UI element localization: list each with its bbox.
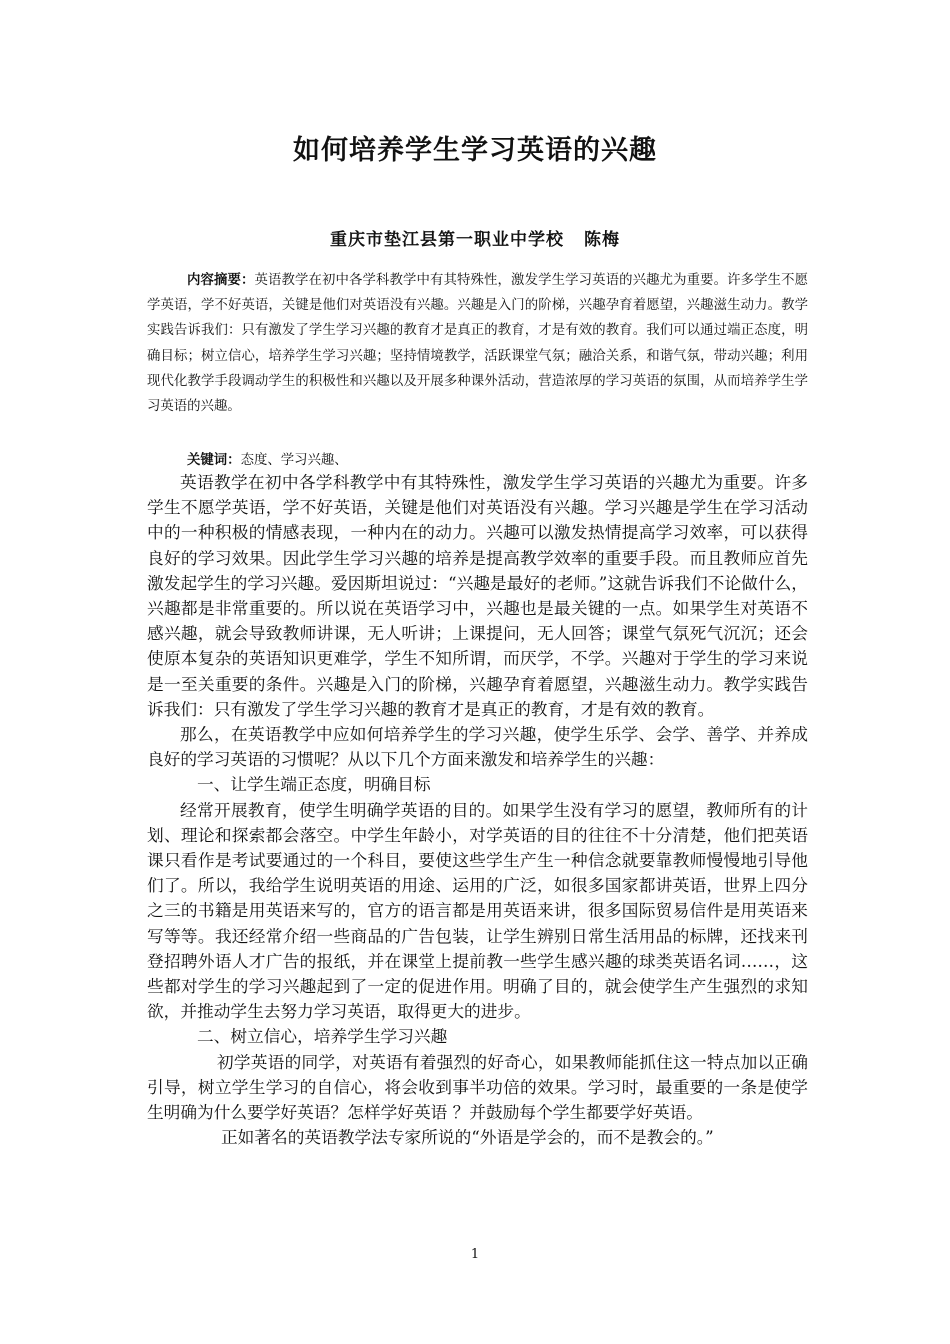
section-heading-1: 一、让学生端正态度，明确目标 bbox=[197, 774, 431, 795]
body-text bbox=[147, 470, 808, 1150]
body-paragraph-2: 那么，在英语教学中应如何培养学生的学习兴趣，使学生乐学、会学、善学、并养成良好的学习英语的习惯呢？从以下几个方面来激发和培养学生的兴趣： bbox=[147, 724, 808, 770]
author-line bbox=[0, 227, 950, 253]
abstract-label: 内容摘要： bbox=[187, 272, 255, 288]
keywords-text: 态度、学习兴趣、 bbox=[240, 453, 348, 468]
keywords-label: 关键词： bbox=[187, 452, 241, 468]
author-school: 重庆市垫江县第一职业中学校 bbox=[330, 230, 564, 250]
body-paragraph-5: 正如著名的英语教学法专家所说的“外语是学会的，而不是教会的。” bbox=[221, 1127, 714, 1148]
page-number: 1 bbox=[470, 1247, 480, 1262]
body-paragraph-4: 初学英语的同学，对英语有着强烈的好奇心，如果教师能抓住这一特点加以正确引导，树立学生学习的自信心，将会收到事半功倍的效果。学习时，最重要的一条是使学生明确为什么要学好英语？怎样学好英语 ？并鼓励每个学生都要学好英语。 bbox=[147, 1051, 808, 1123]
body-paragraph-3: 经常开展教育，使学生明确学英语的目的。如果学生没有学习的愿望，教师所有的计划、理论和探索都会落空。中学生年龄小，对学英语的目的往往不十分清楚，他们把英语课只看作是考试要通过的一个科目，要使这些学生产生一种信念就要靠教师慢慢地引导他们了。所以，我给学生说明英语的用途、运用的广泛，如很多国家都讲英语，世界上四分之三的书籍是用英语来写的，官方的语言都是用英语来讲，很多国际贸易信件是用英语来写等等。我还经常介绍一些商品的广告包装，让学生辨别日常生活用品的标牌，还找来刊登招聘外语人才广告的报纸，并在课堂上提前教一些学生感兴趣的球类英语名词……，这些都对学生的学习兴趣起到了一定的促进作用。明确了目的，就会使学生产生强烈的求知欲，并推动学生去努力学习英语，取得更大的进步。 bbox=[147, 799, 808, 1022]
section-heading-2: 二、树立信心，培养学生学习兴趣 bbox=[197, 1026, 448, 1047]
document-title: 如何培养学生学习英语的兴趣 bbox=[293, 135, 657, 166]
body-paragraph-1: 英语教学在初中各学科教学中有其特殊性，激发学生学习英语的兴趣尤为重要。许多学生不愿学英语，学不好英语，关键是他们对英语没有兴趣。学习兴趣是学生在学习活动中的一种积极的情感表现，一种内在的动力。兴趣可以激发热情提高学习效率，可以获得良好的学习效果。因此学生学习兴趣的培养是提高教学效率的重要手段。而且教师应首先激发起学生的学习兴趣。爱因斯坦说过：“兴趣是最好的老师。”这就告诉我们不论做什么，兴趣都是非常重要的。所以说在英语学习中，兴趣也是最关键的一点。如果学生对英语不感兴趣，就会导致教师讲课，无人听讲；上课提问，无人回答；课堂气氛死气沉沉；还会使原本复杂的英语知识更难学，学生不知所谓，而厌学，不学。兴趣对于学生的学习来说是一至关重要的条件。兴趣是入门的阶梯，兴趣孕育着愿望，兴趣滋生动力。教学实践告诉我们：只有激发了学生学习兴趣的教育才是真正的教育，才是有效的教育。 bbox=[147, 472, 808, 719]
author-name: 陈梅 bbox=[584, 230, 620, 250]
abstract-paragraph bbox=[147, 268, 808, 419]
abstract bbox=[147, 268, 808, 419]
abstract-text: 英语教学在初中各学科教学中有其特殊性，激发学生学习英语的兴趣尤为重要。许多学生不愿学英语，学不好英语，关键是他们对英语没有兴趣。兴趣是入门的阶梯，兴趣孕育着愿望，兴趣滋生动力。教学实践告诉我们：只有激发了学生学习兴趣的教育才是真正的教育，才是有效的教育。我们可以通过端正态度，明确目标；树立信心，培养学生学习兴趣；坚持情境教学，活跃课堂气氛；融洽关系，和谐气氛，带动兴趣；利用现代化教学手段调动学生的积极性和兴趣以及开展多种课外活动，营造浓厚的学习英语的氛围，从而培养学生学习英语的兴趣。 bbox=[147, 273, 809, 415]
